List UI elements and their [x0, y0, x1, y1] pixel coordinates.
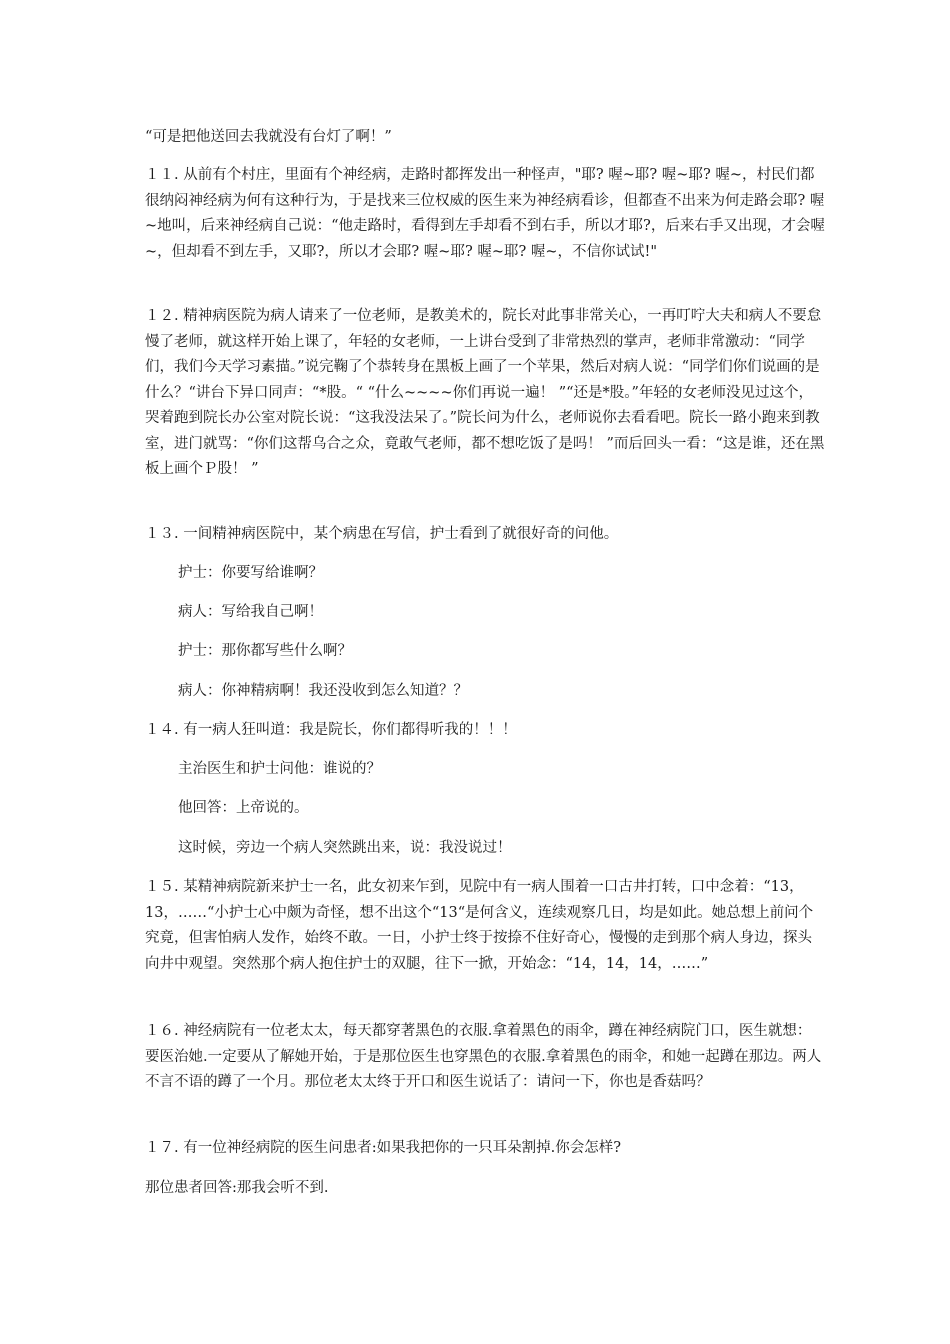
paragraph-joke-15: １５. 某精神病院新来护士一名，此女初来乍到，见院中有一病人围着一口古井打转，口中念着：“13，13，……“小护士心中颇为奇怪，想不出这个“13“是何含义，连续观察几日，均是如此。她总想上前问个究竟，但害怕病人发作，始终不敢。一日，小护士终于按捺不住好奇心，慢慢的走到那个病人身边，探头向井中观望。突然那个病人抱住护士的双腿，往下一掀，开始念：“14，14，14，……” [145, 879, 814, 972]
dialogue-line-patient-2: 病人：你神精病啊！我还没收到怎么知道？？ [178, 683, 468, 699]
paragraph-joke-17: １７. 有一位神经病院的医生问患者:如果我把你的一只耳朵割掉.你会怎样? [145, 1140, 621, 1156]
paragraph-joke-16: １６. 神经病院有一位老太太，每天都穿著黑色的衣服.拿着黑色的雨伞，蹲在神经病院门口，医生就想：要医治她.一定要从了解她开始，于是那位医生也穿黑色的衣服.拿着黑色的雨伞，和她一起蹲在那边。两人不言不语的蹲了一个月。那位老太太终于开口和医生说话了：请问一下，你也是香菇吗？ [145, 1023, 822, 1090]
paragraph-joke-11: １１. 从前有个村庄，里面有个神经病，走路时都挥发出一种怪声，"耶? 喔~耶? 喔~耶? 喔~，村民们都很纳闷神经病为何有这种行为，于是找来三位权威的医生来为神经病看诊，但都查不出来为何走路会耶? 喔~地叫，后来神经病自己说：“他走路时，看得到左手却看不到右手，所以才耶?，后来右手又出现，才会喔~，但却看不到左手，又耶?，所以才会耶? 喔~耶? 喔~耶? 喔~，不信你试试!" [145, 167, 825, 260]
dialogue-line-punchline: 这时候，旁边一个病人突然跳出来，说：我没说过！ [178, 840, 512, 856]
dialogue-line-patient-1: 病人：写给我自己啊！ [178, 604, 323, 620]
paragraph-intro-line: “可是把他送回去我就没有台灯了啊！” [145, 129, 392, 145]
dialogue-line-answer: 他回答：上帝说的。 [178, 800, 309, 816]
dialogue-line-nurse-1: 护士：你要写给谁啊？ [178, 565, 323, 581]
dialogue-line-doctor-question: 主治医生和护士问他：谁说的？ [178, 761, 381, 777]
dialogue-line-nurse-2: 护士：那你都写些什么啊？ [178, 643, 352, 659]
paragraph-joke-13: １３. 一间精神病医院中，某个病患在写信，护士看到了就很好奇的问他。 [145, 526, 619, 542]
paragraph-joke-17-answer: 那位患者回答:那我会听不到. [145, 1180, 329, 1196]
paragraph-joke-14: １４. 有一病人狂叫道：我是院长，你们都得听我的！！！ [145, 722, 517, 738]
paragraph-joke-12: １２. 精神病医院为病人请来了一位老师，是教美术的，院长对此事非常关心，一再叮咛大夫和病人不要怠慢了老师，就这样开始上课了，年轻的女老师，一上讲台受到了非常热烈的掌声，老师非常激动：“同学们，我们今天学习素描。”说完鞠了个恭转身在黑板上画了一个苹果，然后对病人说：“同学们你们说画的是什么？“讲台下异口同声：“*股。“ “什么~~~~你们再说一遍！ ”“还是*股。”年轻的女老师没见过这个，哭着跑到院长办公室对院长说：“这我没法呆了。”院长问为什么，老师说你去看看吧。院长一路小跑来到教室，进门就骂：“你们这帮乌合之众，竟敢气老师，都不想吃饭了是吗！ ”而后回头一看：“这是谁，还在黑板上画个Ｐ股！ ” [145, 308, 825, 477]
